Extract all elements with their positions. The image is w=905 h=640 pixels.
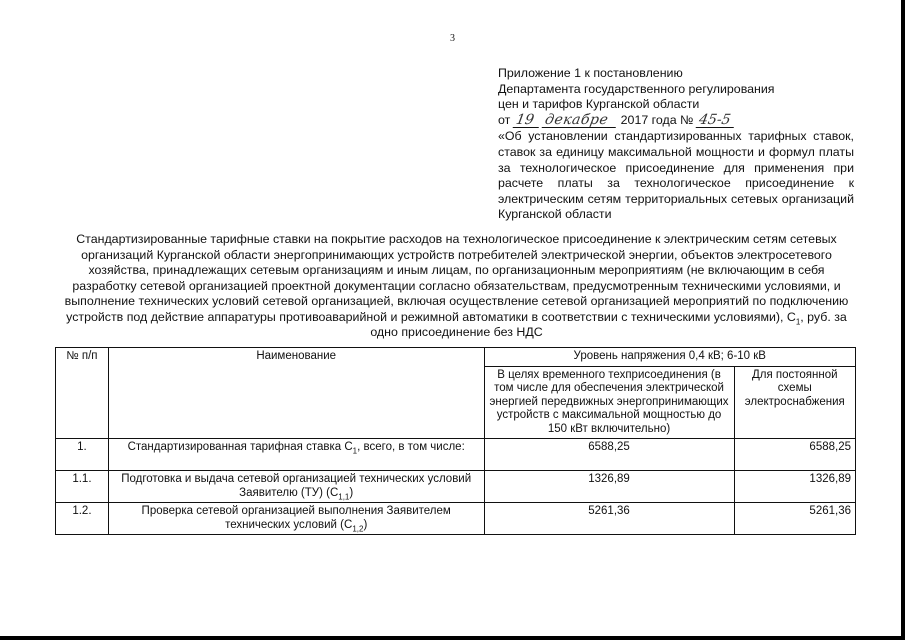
tariff-table	[55, 347, 856, 535]
handwritten-day: 19	[512, 113, 541, 128]
row-temporary-value: 6588,25	[484, 439, 734, 471]
row-num: 1.	[56, 439, 109, 471]
resolution-title: «Об установлении стандартизированных тарифных ставок, ставок за единицу максимальной мощности и формул платы за технологическое присоединение для применения при расчете платы за технологическое присоединение к электрическим сетям территориальных сетевых организаций Курганской области	[498, 129, 854, 222]
date-year-text: 2017 года №	[620, 112, 694, 127]
row-permanent-value: 5261,36	[734, 503, 855, 535]
row-temporary-value: 1326,89	[484, 471, 734, 503]
title-suffix: , руб. за одно присоединение без НДС	[370, 309, 847, 339]
row-name-subscript: 1,1	[338, 491, 350, 501]
row-name-suffix: )	[363, 518, 368, 531]
document-title	[64, 232, 849, 341]
date-prefix: от	[498, 112, 511, 127]
appendix-block	[498, 66, 854, 223]
table-row	[56, 439, 856, 471]
row-name-text: Стандартизированная тарифная ставка С	[127, 441, 353, 453]
row-name-subscript: 1,2	[352, 523, 364, 533]
row-temporary-value: 5261,36	[484, 503, 734, 535]
header-temporary: В целях временного техприсоединения (в том числе для обеспечения электрической энергией передвижных энергопринимающих устройств с максимальной мощностью до 150 кВт включительно)	[484, 366, 734, 439]
row-permanent-value: 6588,25	[734, 439, 855, 471]
appendix-line-3: цен и тарифов Курганской области	[498, 97, 700, 112]
header-name: Наименование	[108, 348, 484, 439]
row-name	[108, 439, 484, 471]
title-text: Стандартизированные тарифные ставки на покрытие расходов на технологическое присоединение к электрическим сетям сетевых организаций Курганской области энергопринимающих устройств потребителей электрической энергии, объектов электросетевого хозяйства, принадлежащих сетевым организациям и иным лицам, по организационным мероприятиям (не включающим в себя разработку сетевой организацией проектной документации согласно обязательствам, предусмотренным техническими условиями, и выполнение технических условий сетевой организацией, включая осуществление сетевой организацией мероприятий по подключению устройств под действие аппаратуры противоаварийной и режимной автоматики в соответствии с техническими условиями), С	[64, 232, 849, 324]
table-row	[56, 471, 856, 503]
row-name-subscript: 1	[352, 446, 358, 456]
appendix-line-1: Приложение 1 к постановлению	[498, 66, 683, 80]
row-permanent-value: 1326,89	[734, 471, 855, 503]
table-row	[56, 503, 856, 535]
row-name	[108, 471, 484, 503]
row-name-suffix: )	[349, 486, 354, 499]
page-number: 3	[450, 33, 455, 44]
row-name-text: Подготовка и выдача сетевой организацией технических условий Заявителю (ТУ) (С	[121, 473, 472, 499]
handwritten-resolution-number: 45-5	[696, 113, 737, 128]
header-voltage: Уровень напряжения 0,4 кВ; 6-10 кВ	[484, 348, 856, 367]
row-name-suffix: , всего, в том числе:	[357, 441, 465, 453]
header-num: № п/п	[56, 348, 109, 439]
row-name	[108, 503, 484, 535]
page-edge-right	[901, 0, 905, 640]
row-num: 1.1.	[56, 471, 109, 503]
handwritten-month: декабре	[542, 113, 619, 128]
page-edge-bottom	[0, 636, 905, 640]
appendix-line-2: Департамента государственного регулирования	[498, 81, 775, 96]
header-permanent: Для постоянной схемы электроснабжения	[734, 366, 855, 439]
row-num: 1.2.	[56, 503, 109, 535]
table-header-row-1	[56, 348, 856, 367]
row-name-text: Проверка сетевой организацией выполнения Заявителем технических условий (С	[141, 505, 451, 531]
resolution-date-line	[498, 113, 854, 129]
title-subscript: 1	[795, 316, 801, 326]
